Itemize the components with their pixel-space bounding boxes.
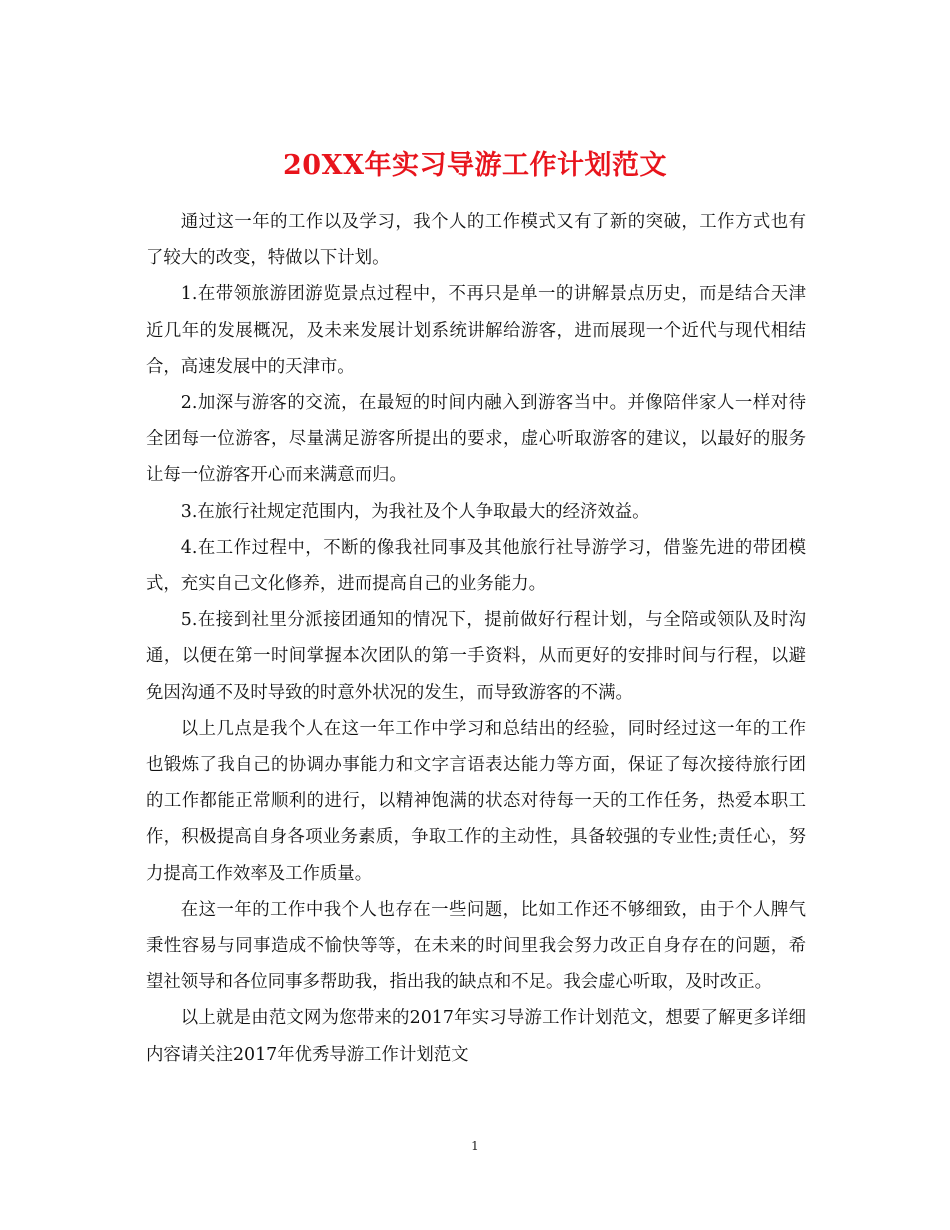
document-title: 20XX年实习导游工作计划范文 [283,150,667,182]
paragraph-closing: 以上就是由范文网为您带来的2017年实习导游工作计划范文，想要了解更多详细内容请关注2017年优秀导游工作计划范文 [146,1008,806,1065]
paragraph-item-2: 2.加深与游客的交流，在最短的时间内融入到游客当中。并像陪伴家人一样对待全团每一位游客，尽量满足游客所提出的要求，虚心听取游客的建议，以最好的服务让每一位游客开心而来满意而归。 [146,393,806,486]
page-number: 1 [471,1139,479,1153]
paragraph-item-3: 3.在旅行社规定范围内，为我社及个人争取最大的经济效益。 [180,501,650,522]
paragraph-item-4: 4.在工作过程中，不断的像我社同事及其他旅行社导游学习，借鉴先进的带团模式，充实自己文化修养，进而提高自己的业务能力。 [146,537,806,595]
paragraph-item-5: 5.在接到社里分派接团通知的情况下，提前做好行程计划，与全陪或领队及时沟通，以便在第一时间掌握本次团队的第一手资料，从而更好的安排时间与行程，以避免因沟通不及时导致的时意外状况的发生，而导致游客的不满。 [146,610,806,703]
paragraph-item-1: 1.在带领旅游团游览景点过程中，不再只是单一的讲解景点历史，而是结合天津近几年的发展概况，及未来发展计划系统讲解给游客，进而展现一个近代与现代相结合，高速发展中的天津市。 [146,284,806,377]
paragraph-problems: 在这一年的工作中我个人也存在一些问题，比如工作还不够细致，由于个人脾气秉性容易与同事造成不愉快等等，在未来的时间里我会努力改正自身存在的问题，希望社领导和各位同事多帮助我，指出我的缺点和不足。我会虚心听取，及时改正。 [146,899,806,993]
paragraph-summary: 以上几点是我个人在这一年工作中学习和总结出的经验，同时经过这一年的工作也锻炼了我自己的协调办事能力和文字言语表达能力等方面，保证了每次接待旅行团的工作都能正常顺利的进行，以精神饱满的状态对待每一天的工作任务，热爱本职工作，积极提高自身各项业务素质，争取工作的主动性，具备较强的专业性;责任心，努力提高工作效率及工作质量。 [146,718,806,884]
paragraph-intro: 通过这一年的工作以及学习，我个人的工作模式又有了新的突破，工作方式也有了较大的改变，特做以下计划。 [146,212,806,269]
document-body [146,204,806,1073]
